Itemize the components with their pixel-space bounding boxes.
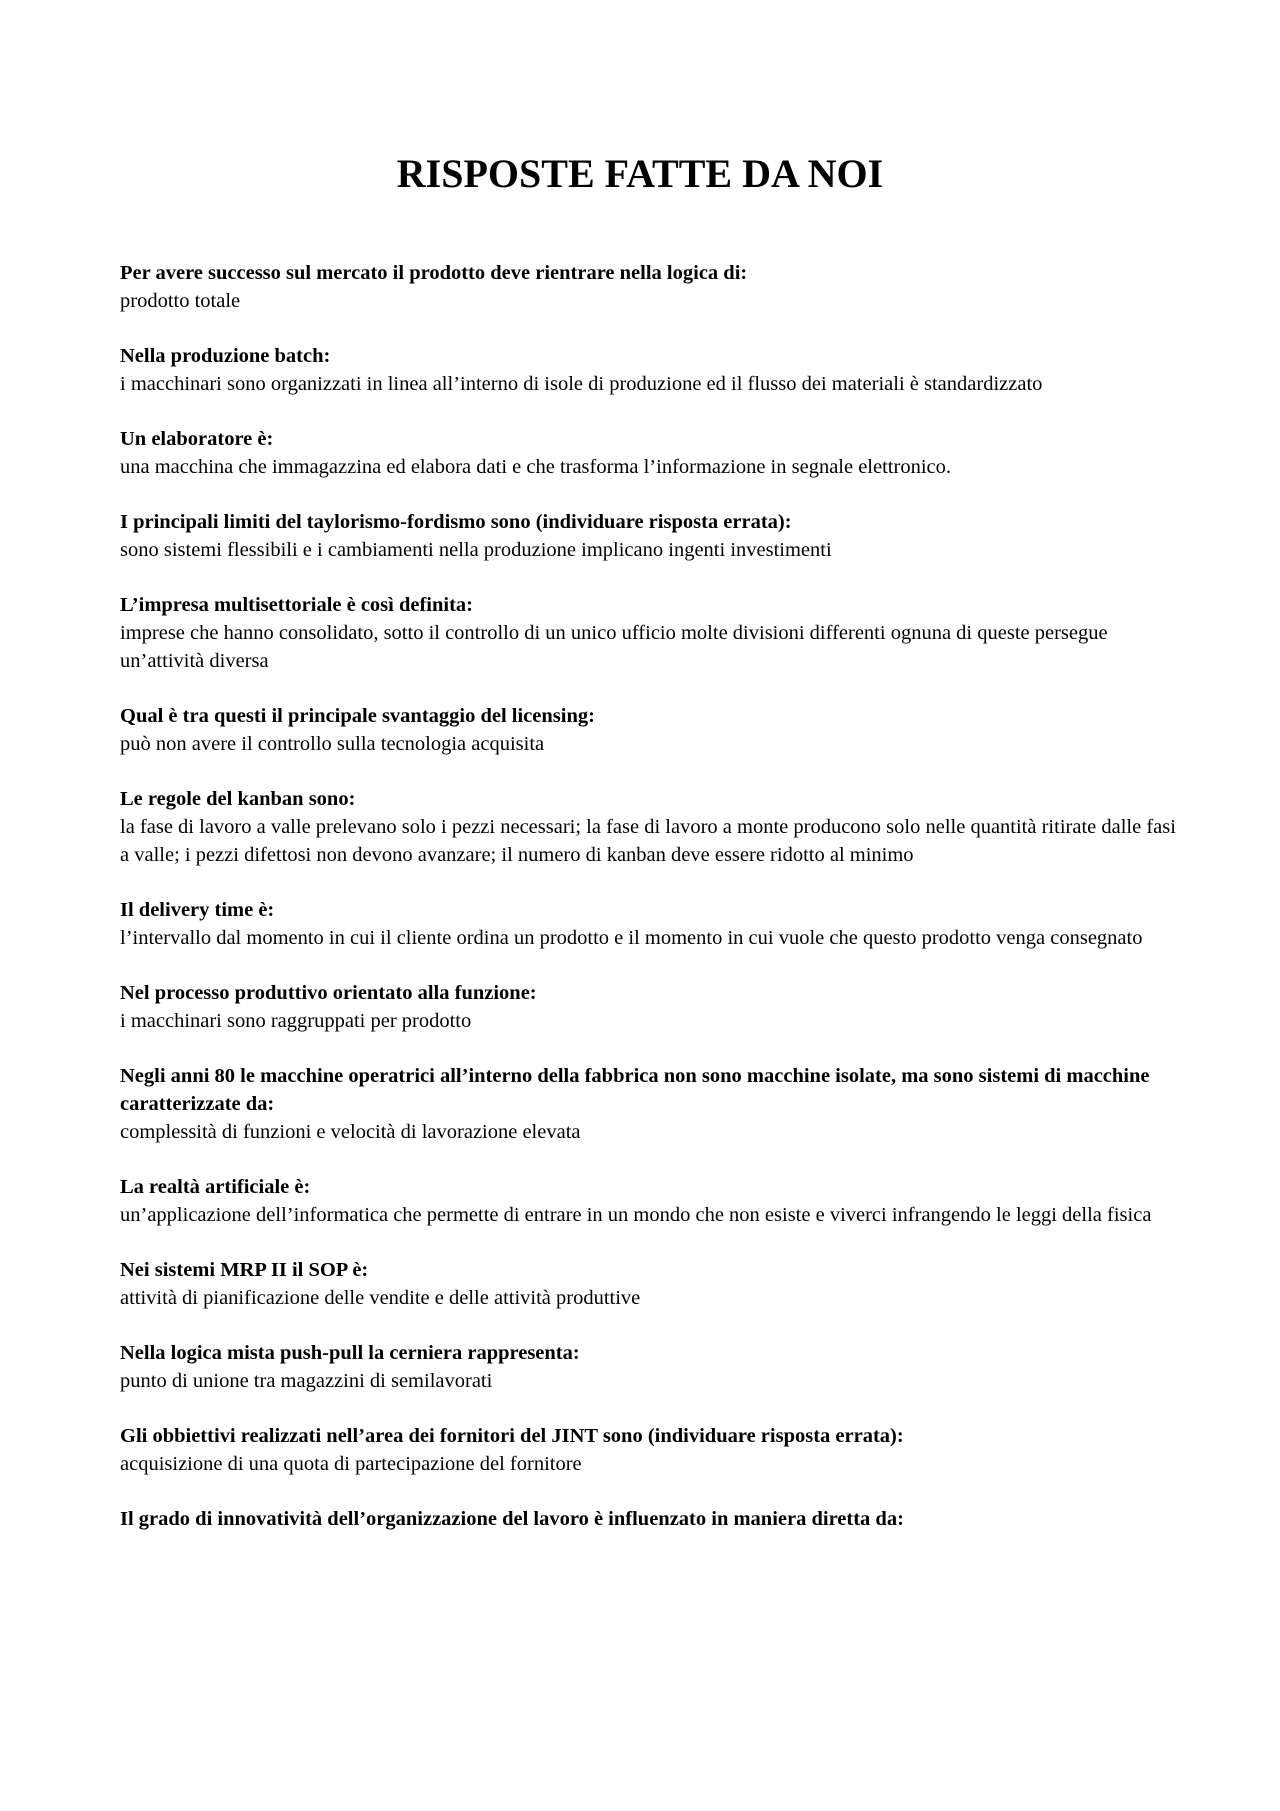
qa-item <box>120 979 1180 1035</box>
question-text: Gli obbiettivi realizzati nell’area dei fornitori del JINT sono (individuare risposta errata): <box>120 1425 904 1447</box>
qa-list <box>120 259 1180 1560</box>
answer-text: prodotto totale <box>120 290 241 312</box>
answer-text: i macchinari sono organizzati in linea all’interno di isole di produzione ed il flusso dei materiali è standardizzato <box>120 373 1043 395</box>
answer-text: attività di pianificazione delle vendite e delle attività produttive <box>120 1287 641 1309</box>
qa-item <box>120 896 1180 952</box>
question-text: Il delivery time è: <box>120 899 275 921</box>
question-text: La realtà artificiale è: <box>120 1176 311 1198</box>
qa-item <box>120 425 1180 481</box>
question-text: Nella logica mista push-pull la cerniera rappresenta: <box>120 1342 580 1364</box>
answer-text: sono sistemi flessibili e i cambiamenti nella produzione implicano ingenti investimenti <box>120 539 832 561</box>
question-text: Il grado di innovatività dell’organizzazione del lavoro è influenzato in maniera diretta da: <box>120 1508 904 1530</box>
qa-item <box>120 1173 1180 1229</box>
qa-item <box>120 1256 1180 1312</box>
answer-text: l’intervallo dal momento in cui il cliente ordina un prodotto e il momento in cui vuole che questo prodotto venga consegnato <box>120 927 1143 949</box>
question-text: Per avere successo sul mercato il prodotto deve rientrare nella logica di: <box>120 262 748 284</box>
qa-item <box>120 1339 1180 1395</box>
answer-text: complessità di funzioni e velocità di lavorazione elevata <box>120 1121 581 1143</box>
answer-text: la fase di lavoro a valle prelevano solo i pezzi necessari; la fase di lavoro a monte producono solo nelle quantità ritirate dalle fasi a valle; i pezzi difettosi non devono avanzare; il numero di kanban deve essere ridotto al minimo <box>120 816 1176 866</box>
question-text: Qual è tra questi il principale svantaggio del licensing: <box>120 705 595 727</box>
question-text: Un elaboratore è: <box>120 428 274 450</box>
answer-text: imprese che hanno consolidato, sotto il controllo di un unico ufficio molte divisioni differenti ognuna di queste persegue un’attività diversa <box>120 622 1108 672</box>
qa-item <box>120 508 1180 564</box>
question-text: Nel processo produttivo orientato alla funzione: <box>120 982 537 1004</box>
question-text: Le regole del kanban sono: <box>120 788 356 810</box>
answer-text: può non avere il controllo sulla tecnologia acquisita <box>120 733 545 755</box>
answer-text: una macchina che immagazzina ed elabora dati e che trasforma l’informazione in segnale elettronico. <box>120 456 951 478</box>
question-text: I principali limiti del taylorismo-fordismo sono (individuare risposta errata): <box>120 511 792 533</box>
question-text: L’impresa multisettoriale è così definita: <box>120 594 474 616</box>
answer-text: un’applicazione dell’informatica che permette di entrare in un mondo che non esiste e viverci infrangendo le leggi della fisica <box>120 1204 1152 1226</box>
question-text: Nella produzione batch: <box>120 345 331 367</box>
qa-item <box>120 702 1180 758</box>
answer-text: acquisizione di una quota di partecipazione del fornitore <box>120 1453 582 1475</box>
qa-item <box>120 1062 1180 1146</box>
qa-item <box>120 1422 1180 1478</box>
question-text: Negli anni 80 le macchine operatrici all’interno della fabbrica non sono macchine isolate, ma sono sistemi di macchine caratterizzate da: <box>120 1065 1150 1115</box>
page-title: RISPOSTE FATTE DA NOI <box>396 151 884 196</box>
answer-text: i macchinari sono raggruppati per prodotto <box>120 1010 472 1032</box>
qa-item <box>120 259 1180 315</box>
qa-item <box>120 1505 1180 1533</box>
qa-item <box>120 342 1180 398</box>
answer-text: punto di unione tra magazzini di semilavorati <box>120 1370 493 1392</box>
qa-item <box>120 591 1180 675</box>
qa-item <box>120 785 1180 869</box>
question-text: Nei sistemi MRP II il SOP è: <box>120 1259 369 1281</box>
